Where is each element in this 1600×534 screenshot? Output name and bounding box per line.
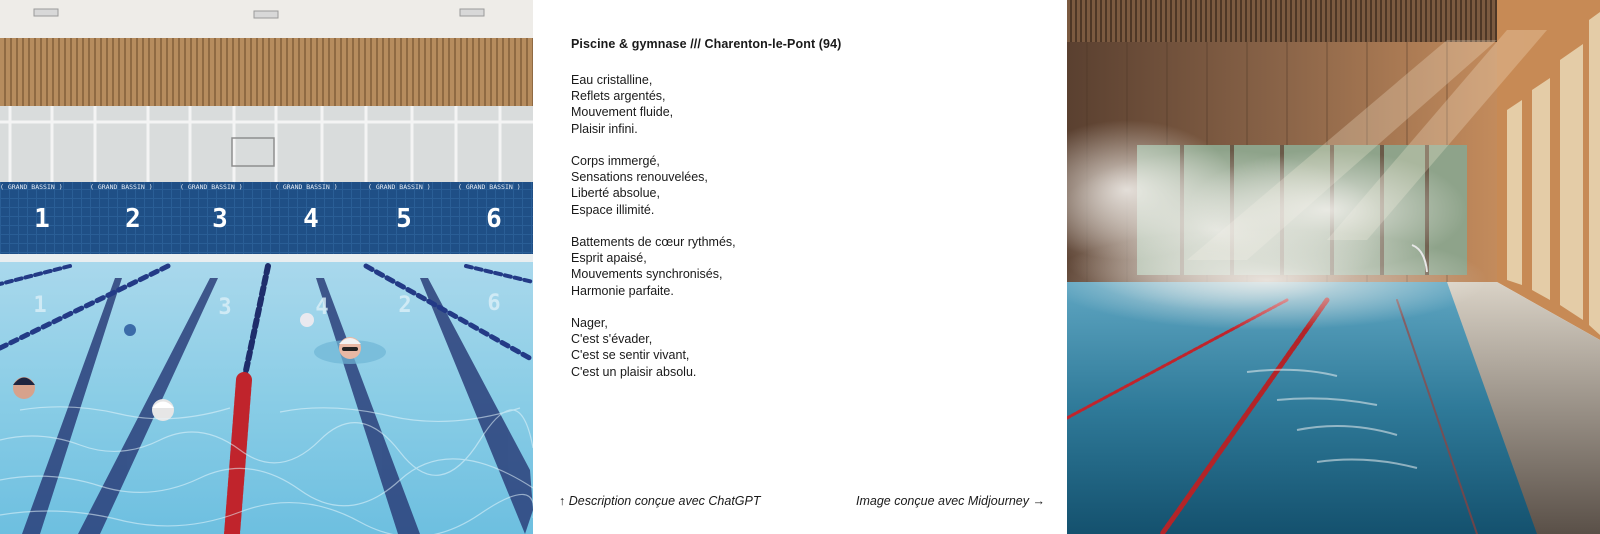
arrow-right-icon: → [1032, 494, 1045, 508]
poem-stanza [571, 72, 736, 137]
ceiling-light [34, 9, 58, 16]
lane-number: 5 [396, 204, 412, 234]
poem-line: Corps immergé, [571, 154, 660, 168]
floor-number: 6 [487, 291, 501, 316]
page-title: Piscine & gymnase /// Charenton-le-Pont (94) [571, 37, 842, 51]
poem-stanza [571, 234, 736, 299]
poem-stanza [571, 315, 736, 380]
poem-line: C'est un plaisir absolu. [571, 364, 697, 379]
poem-line: Mouvements synchronisés, [571, 267, 723, 282]
pool-photo-illustration [0, 0, 533, 534]
wall-label: ( GRAND BASSIN ) [275, 183, 338, 191]
wall-label: ( GRAND BASSIN ) [458, 183, 521, 191]
lane-number: 2 [125, 204, 141, 234]
lane-number: 4 [303, 204, 319, 234]
floor-number: 4 [315, 295, 329, 320]
poem-line: Reflets argentés, [571, 89, 666, 104]
caption-midjourney [856, 494, 1045, 508]
poem-line: Eau cristalline, [571, 73, 653, 87]
poem-line: Esprit apaisé, [571, 251, 647, 266]
ceiling-light [460, 9, 484, 16]
wall-label: ( GRAND BASSIN ) [90, 183, 153, 191]
generated-pool-image [1067, 0, 1600, 534]
ceiling [0, 0, 533, 38]
lane-number: 3 [212, 204, 228, 234]
caption-midjourney-text: Image conçue avec Midjourney [856, 494, 1030, 508]
wall-label: ( GRAND BASSIN ) [0, 183, 63, 191]
tile-band [0, 182, 533, 254]
poem-line: C'est se sentir vivant, [571, 348, 690, 363]
poem-stanza [571, 153, 736, 218]
poem-line: Nager, [571, 316, 608, 330]
poem-line: Liberté absolue, [571, 186, 660, 201]
poem-line: Harmonie parfaite. [571, 283, 674, 298]
glass-partition [0, 106, 533, 182]
ceiling-light [254, 11, 278, 18]
pool-edge [0, 254, 533, 262]
wall-label: ( GRAND BASSIN ) [368, 183, 431, 191]
floor-number: 1 [33, 293, 47, 318]
poem-line: C'est s'évader, [571, 332, 653, 347]
lane-number: 1 [34, 204, 50, 234]
text-panel [533, 0, 1067, 534]
wood-slat-wall [0, 38, 533, 106]
poem-line: Espace illimité. [571, 202, 655, 217]
floor-number: 2 [398, 293, 412, 318]
poem-line: Mouvement fluide, [571, 105, 674, 120]
caption-chatgpt [559, 494, 761, 508]
lane-number: 6 [486, 204, 502, 234]
pool-photo [0, 0, 533, 534]
arrow-up-icon: ↑ [559, 494, 566, 508]
poem [571, 72, 736, 396]
generated-pool-illustration [1067, 0, 1600, 534]
caption-chatgpt-text: Description conçue avec ChatGPT [568, 494, 761, 508]
floor-number: 3 [218, 295, 232, 320]
poem-line: Plaisir infini. [571, 121, 638, 136]
wall-label: ( GRAND BASSIN ) [180, 183, 243, 191]
poem-line: Battements de cœur rythmés, [571, 235, 736, 249]
poem-line: Sensations renouvelées, [571, 170, 708, 185]
